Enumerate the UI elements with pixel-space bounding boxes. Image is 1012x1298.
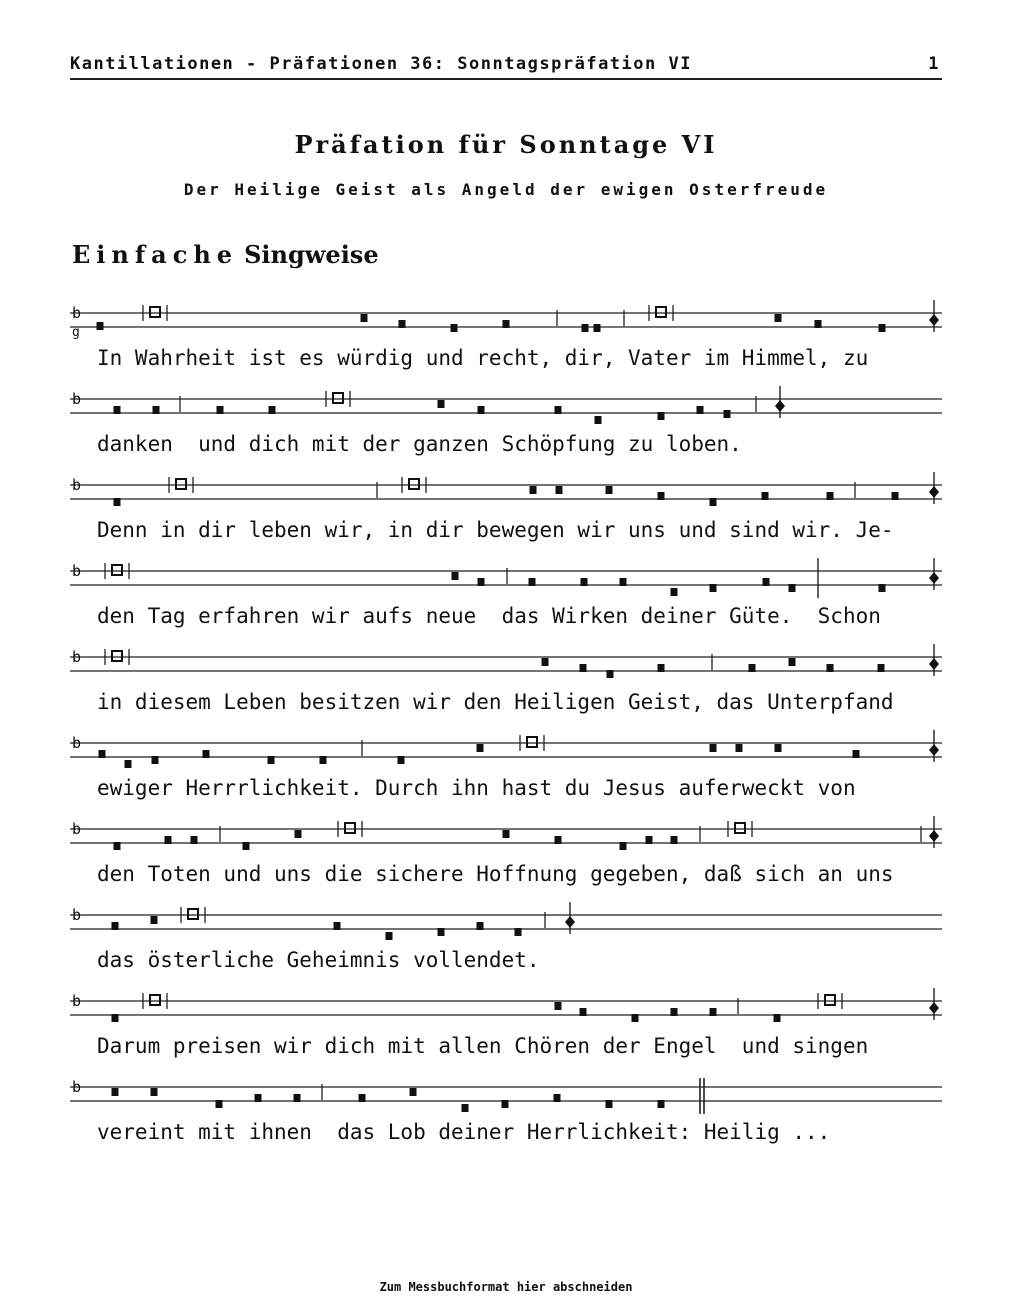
chant-system xyxy=(0,640,1012,726)
punctum-note xyxy=(125,760,132,768)
cut-line-note: Zum Messbuchformat hier abschneiden xyxy=(379,1280,633,1294)
punctum-note xyxy=(580,1008,587,1016)
punctum-note xyxy=(112,1088,119,1096)
punctum-note xyxy=(762,492,769,500)
punctum-note xyxy=(736,744,743,752)
final-diamond-note xyxy=(929,658,939,670)
reciting-tone-note xyxy=(150,995,160,1005)
punctum-note xyxy=(515,928,522,936)
chant-system xyxy=(0,898,1012,984)
lyric-line: ewiger Herrrlichkeit. Durch ihn hast du Jesus auferweckt von xyxy=(97,776,856,800)
chant-staff xyxy=(0,812,1012,860)
lyric-line: den Toten und uns die sichere Hoffnung gegeben, daß sich an uns xyxy=(97,862,894,886)
chant-staff xyxy=(0,1070,1012,1118)
reciting-tone-note xyxy=(345,823,355,833)
punctum-note xyxy=(477,744,484,752)
punctum-note xyxy=(710,584,717,592)
flat-clef-icon: b xyxy=(72,648,82,666)
punctum-note xyxy=(477,922,484,930)
punctum-note xyxy=(827,664,834,672)
punctum-note xyxy=(399,320,406,328)
chant-staff xyxy=(0,296,1012,344)
punctum-note xyxy=(243,842,250,850)
punctum-note xyxy=(710,1008,717,1016)
lyric-line: In Wahrheit ist es würdig und recht, dir, Vater im Himmel, zu xyxy=(97,346,869,370)
final-diamond-note xyxy=(929,1002,939,1014)
chant-system xyxy=(0,1070,1012,1156)
chant-staff xyxy=(0,468,1012,516)
flat-clef-icon: b xyxy=(72,906,82,924)
punctum-note xyxy=(320,756,327,764)
flat-clef-icon: b xyxy=(72,304,82,322)
punctum-note xyxy=(151,916,158,924)
flat-clef-icon: b xyxy=(72,820,82,838)
punctum-note xyxy=(359,1094,366,1102)
punctum-note xyxy=(438,928,445,936)
punctum-note xyxy=(529,578,536,586)
punctum-note xyxy=(827,492,834,500)
punctum-note xyxy=(268,756,275,764)
g-clef-icon: g xyxy=(72,325,80,340)
lyric-line: danken und dich mit der ganzen Schöpfung zu loben. xyxy=(97,432,742,456)
page-number: 1 xyxy=(928,54,940,74)
punctum-note xyxy=(153,406,160,414)
punctum-note xyxy=(580,664,587,672)
punctum-note xyxy=(646,836,653,844)
punctum-note xyxy=(99,750,106,758)
punctum-note xyxy=(269,406,276,414)
punctum-note xyxy=(361,314,368,322)
punctum-note xyxy=(462,1104,469,1112)
chant-staff xyxy=(0,382,1012,430)
lyric-line: vereint mit ihnen das Lob deiner Herrlichkeit: Heilig ... xyxy=(97,1120,831,1144)
punctum-note xyxy=(217,406,224,414)
punctum-note xyxy=(671,836,678,844)
punctum-note xyxy=(386,932,393,940)
punctum-note xyxy=(152,756,159,764)
punctum-note xyxy=(763,578,770,586)
punctum-note xyxy=(503,320,510,328)
chant-staff xyxy=(0,984,1012,1032)
chant-staff xyxy=(0,726,1012,774)
punctum-note xyxy=(749,664,756,672)
punctum-note xyxy=(892,492,899,500)
final-diamond-note xyxy=(565,916,575,928)
punctum-note xyxy=(542,658,549,666)
lyric-line: in diesem Leben besitzen wir den Heiligen Geist, das Unterpfand xyxy=(97,690,894,714)
page-title: Präfation für Sonntage VI xyxy=(294,130,718,159)
punctum-note xyxy=(503,830,510,838)
chant-system xyxy=(0,382,1012,468)
punctum-note xyxy=(334,922,341,930)
final-diamond-note xyxy=(929,830,939,842)
section-heading xyxy=(72,240,379,269)
flat-clef-icon: b xyxy=(72,1078,82,1096)
final-diamond-note xyxy=(929,744,939,756)
section-heading-spaced: Einfache xyxy=(72,240,239,269)
punctum-note xyxy=(775,314,782,322)
punctum-note xyxy=(658,492,665,500)
punctum-note xyxy=(114,498,121,506)
reciting-tone-note xyxy=(527,737,537,747)
punctum-note xyxy=(658,664,665,672)
reciting-tone-note xyxy=(150,307,160,317)
flat-clef-icon: b xyxy=(72,476,82,494)
punctum-note xyxy=(595,416,602,424)
lyric-line: das österliche Geheimnis vollendet. xyxy=(97,948,540,972)
reciting-tone-note xyxy=(333,393,343,403)
chant-system xyxy=(0,726,1012,812)
punctum-note xyxy=(879,584,886,592)
punctum-note xyxy=(191,836,198,844)
lyric-line: Denn in dir leben wir, in dir bewegen wir uns und sind wir. Je- xyxy=(97,518,894,542)
final-diamond-note xyxy=(775,400,785,412)
punctum-note xyxy=(724,410,731,418)
punctum-note xyxy=(451,324,458,332)
punctum-note xyxy=(478,578,485,586)
punctum-note xyxy=(114,406,121,414)
punctum-note xyxy=(478,406,485,414)
chant-system xyxy=(0,296,1012,382)
punctum-note xyxy=(607,670,614,678)
punctum-note xyxy=(530,486,537,494)
chant-staff xyxy=(0,898,1012,946)
chant-system xyxy=(0,554,1012,640)
punctum-note xyxy=(112,922,119,930)
flat-clef-icon: b xyxy=(72,562,82,580)
punctum-note xyxy=(114,842,121,850)
punctum-note xyxy=(502,1100,509,1108)
punctum-note xyxy=(620,842,627,850)
punctum-note xyxy=(438,400,445,408)
page-subtitle: Der Heilige Geist als Angeld der ewigen Osterfreude xyxy=(183,180,829,199)
reciting-tone-note xyxy=(825,995,835,1005)
punctum-note xyxy=(581,578,588,586)
punctum-note xyxy=(216,1100,223,1108)
final-diamond-note xyxy=(929,486,939,498)
final-diamond-note xyxy=(929,314,939,326)
chant-system xyxy=(0,468,1012,554)
punctum-note xyxy=(606,1100,613,1108)
reciting-tone-note xyxy=(409,479,419,489)
punctum-note xyxy=(671,588,678,596)
punctum-note xyxy=(255,1094,262,1102)
punctum-note xyxy=(203,750,210,758)
chant-staff xyxy=(0,640,1012,688)
punctum-note xyxy=(658,412,665,420)
chant-staff xyxy=(0,554,1012,602)
reciting-tone-note xyxy=(112,651,122,661)
punctum-note xyxy=(710,744,717,752)
running-title: Kantillationen - Präfationen 36: Sonntagspräfation VI xyxy=(70,54,692,74)
reciting-tone-note xyxy=(188,909,198,919)
punctum-note xyxy=(410,1088,417,1096)
section-heading-rest: Singweise xyxy=(244,240,379,269)
punctum-note xyxy=(165,836,172,844)
flat-clef-icon: b xyxy=(72,992,82,1010)
reciting-tone-note xyxy=(112,565,122,575)
lyric-line: den Tag erfahren wir aufs neue das Wirken deiner Güte. Schon xyxy=(97,604,881,628)
punctum-note xyxy=(879,324,886,332)
punctum-note xyxy=(555,836,562,844)
chant-system xyxy=(0,812,1012,898)
punctum-note xyxy=(97,322,104,330)
punctum-note xyxy=(554,1094,561,1102)
punctum-note xyxy=(815,320,822,328)
running-header xyxy=(70,54,942,80)
punctum-note xyxy=(775,744,782,752)
reciting-tone-note xyxy=(176,479,186,489)
reciting-tone-note xyxy=(735,823,745,833)
punctum-note xyxy=(582,324,589,332)
punctum-note xyxy=(620,578,627,586)
punctum-note xyxy=(112,1014,119,1022)
final-diamond-note xyxy=(929,572,939,584)
punctum-note xyxy=(151,1088,158,1096)
punctum-note xyxy=(594,324,601,332)
punctum-note xyxy=(555,1002,562,1010)
punctum-note xyxy=(294,1094,301,1102)
punctum-note xyxy=(658,1100,665,1108)
punctum-note xyxy=(555,406,562,414)
punctum-note xyxy=(789,658,796,666)
punctum-note xyxy=(398,756,405,764)
punctum-note xyxy=(452,572,459,580)
lyric-line: Darum preisen wir dich mit allen Chören der Engel und singen xyxy=(97,1034,869,1058)
flat-clef-icon: b xyxy=(72,734,82,752)
punctum-note xyxy=(295,830,302,838)
punctum-note xyxy=(774,1014,781,1022)
punctum-note xyxy=(671,1008,678,1016)
punctum-note xyxy=(710,498,717,506)
punctum-note xyxy=(632,1014,639,1022)
punctum-note xyxy=(853,750,860,758)
punctum-note xyxy=(606,486,613,494)
chant-system xyxy=(0,984,1012,1070)
punctum-note xyxy=(789,584,796,592)
punctum-note xyxy=(556,486,563,494)
punctum-note xyxy=(697,406,704,414)
reciting-tone-note xyxy=(656,307,666,317)
punctum-note xyxy=(878,664,885,672)
flat-clef-icon: b xyxy=(72,390,82,408)
